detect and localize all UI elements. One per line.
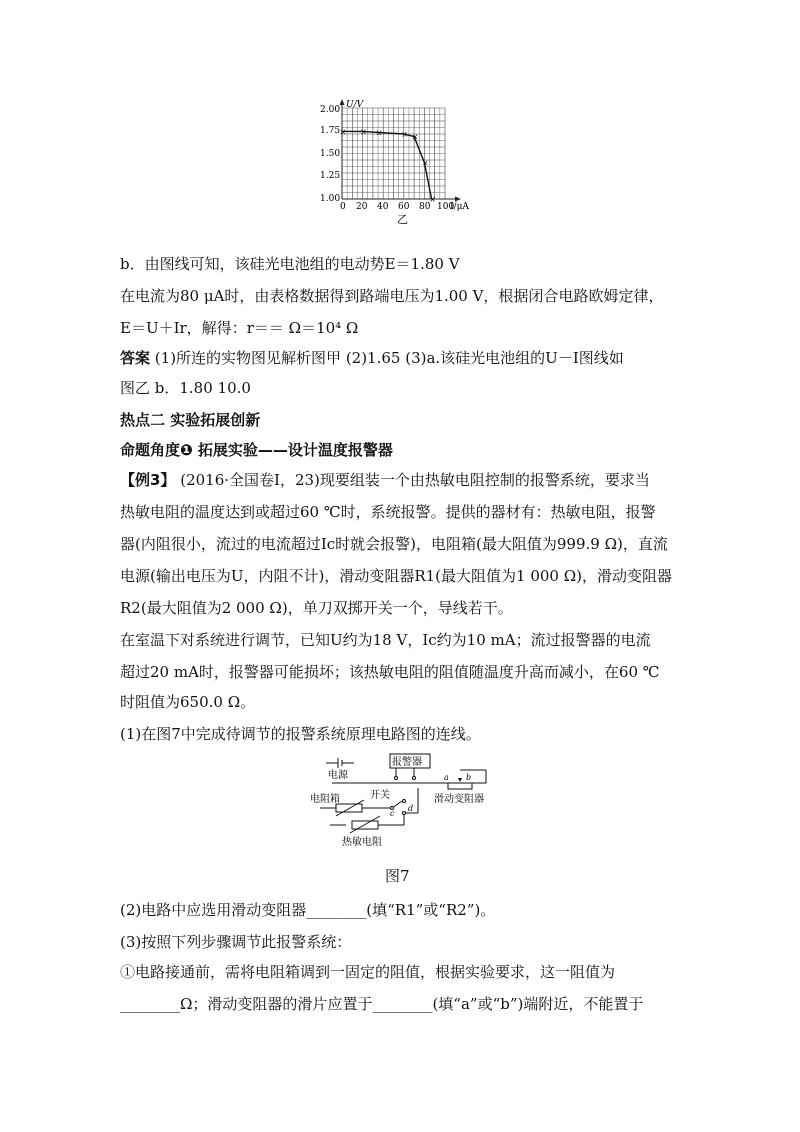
text-line: 器(内阻很小，流过的电流超过Ic时就会报警)，电阻箱(最大阻值为999.9 Ω)，直流	[120, 535, 668, 553]
circuit-figure	[306, 748, 506, 858]
example-line	[120, 470, 650, 490]
data-point: ×	[429, 195, 436, 204]
text-line: b．由图线可知，该硅光电池组的电动势E＝1.80 V	[120, 255, 460, 273]
graph-caption: 乙	[397, 213, 408, 226]
terminal-b-label: b	[466, 773, 472, 782]
text-line: (3)按照下列步骤调节此报警系统：	[120, 933, 352, 951]
ui-graph	[300, 96, 490, 236]
terminal-c-label: c	[390, 809, 395, 818]
y-axis-arrow	[340, 99, 345, 105]
figure-caption: 图7	[385, 867, 410, 885]
text-line: 超过20 mA时，报警器可能损坏；该热敏电阻的阻值随温度升高而减小，在60 ℃	[120, 663, 660, 681]
y-tick-label: 1.50	[320, 149, 341, 159]
subsection-heading: 命题角度❶ 拓展实验——设计温度报警器	[120, 441, 393, 459]
switch-label: 开关	[370, 790, 390, 801]
answer-line	[120, 348, 624, 368]
text-line: E＝U＋Ir，解得：r＝＝ Ω＝10⁴ Ω	[120, 319, 359, 337]
text-line: (1)在图7中完成待调节的报警系统原理电路图的连线。	[120, 725, 481, 743]
terminal-d-label: d	[408, 804, 414, 813]
data-point: ×	[339, 127, 347, 137]
x-tick-label: 80	[419, 202, 431, 212]
section-heading: 热点二 实验拓展创新	[120, 411, 261, 429]
y-axis-label: U/V	[346, 100, 364, 110]
data-point: ×	[360, 127, 367, 137]
ui-graph-figure	[300, 96, 490, 236]
x-axis-label: I/μA	[450, 202, 469, 212]
circuit-diagram	[306, 748, 506, 858]
text-line: 在电流为80 μA时，由表格数据得到路端电压为1.00 V，根据闭合电路欧姆定律，	[120, 287, 664, 305]
data-point: ×	[375, 128, 383, 138]
answer-text: (1)所连的实物图见解析图甲 (2)1.65 (3)a.该硅光电池组的U－I图线如	[154, 349, 624, 367]
x-tick-label: 100	[437, 202, 455, 212]
y-tick-label: 1.75	[320, 126, 341, 136]
text-line: 在室温下对系统进行调节，已知U约为18 V，Ic约为10 mA；流过报警器的电流	[120, 631, 651, 649]
thermistor-label: 热敏电阻	[342, 837, 382, 848]
text-line: 时阻值为650.0 Ω。	[120, 693, 256, 711]
answer-label: 答案	[120, 349, 151, 367]
y-tick-label: 1.00	[320, 194, 341, 204]
x-tick-label: 0	[340, 202, 346, 212]
text-line: (2)电路中应选用滑动变阻器________(填“R1”或“R2”)。	[120, 901, 496, 919]
x-tick-label: 40	[377, 202, 389, 212]
text-line: 电源(输出电压为U，内阻不计)，滑动变阻器R1(最大阻值为1 000 Ω)，滑动变阻器	[120, 567, 673, 585]
text-line: R2(最大阻值为2 000 Ω)，单刀双掷开关一个，导线若干。	[120, 599, 513, 617]
y-tick-label: 2.00	[320, 105, 341, 115]
data-point: ×	[401, 130, 409, 139]
terminal-a-label: a	[444, 773, 449, 782]
data-point: ×	[421, 158, 429, 168]
rheostat-label: 滑动变阻器	[434, 794, 484, 805]
x-tick-label: 20	[356, 202, 368, 212]
power-label: 电源	[328, 770, 348, 781]
text-line: 热敏电阻的温度达到或超过60 ℃时，系统报警。提供的器材有：热敏电阻，报警	[120, 503, 656, 521]
x-axis-arrow	[455, 197, 461, 202]
y-tick-label: 1.25	[320, 171, 341, 181]
text-line: 图乙 b．1.80 10.0	[120, 379, 251, 397]
text-line: ①电路接通前，需将电阻箱调到一固定的阻值，根据实验要求，这一阻值为	[120, 963, 616, 981]
example-label: 【例3】	[120, 471, 176, 489]
alarm-label: 报警器	[392, 757, 422, 768]
data-point: ×	[411, 132, 419, 142]
text-line: ________Ω；滑动变阻器的滑片应置于________(填“a”或“b”)端附近，不能置于	[120, 995, 644, 1013]
resistance-box-label: 电阻箱	[310, 794, 340, 805]
example-text: (2016·全国卷Ⅰ，23)现要组装一个由热敏电阻控制的报警系统，要求当	[180, 471, 650, 489]
x-tick-label: 60	[398, 202, 410, 212]
